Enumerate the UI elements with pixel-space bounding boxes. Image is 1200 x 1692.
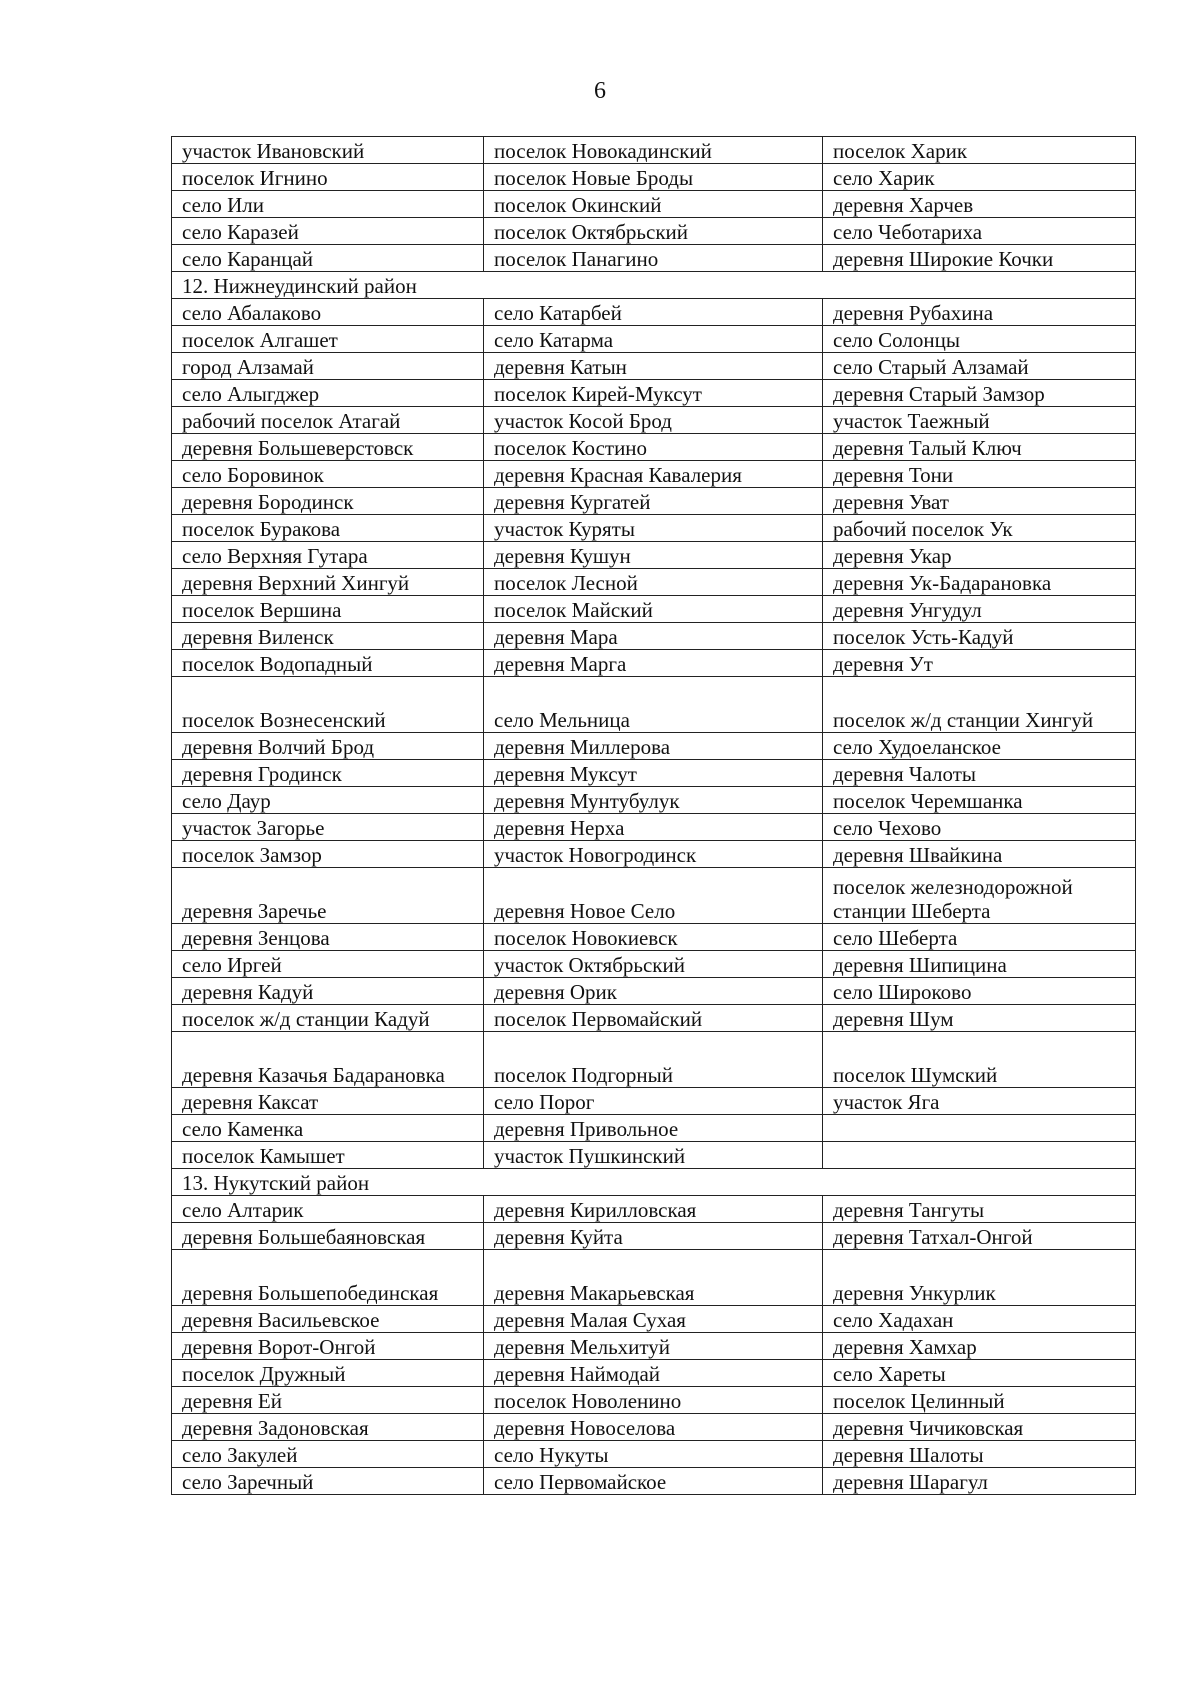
table-row bbox=[172, 407, 1136, 434]
settlement-cell: деревня Миллерова bbox=[484, 733, 823, 760]
table-row bbox=[172, 434, 1136, 461]
settlement-cell: поселок Водопадный bbox=[172, 650, 484, 677]
settlement-cell: село Шеберта bbox=[823, 924, 1136, 951]
settlement-cell bbox=[823, 1142, 1136, 1169]
settlement-cell: деревня Мара bbox=[484, 623, 823, 650]
table-row bbox=[172, 380, 1136, 407]
settlement-cell: село Алыгджер bbox=[172, 380, 484, 407]
settlements-table-body bbox=[172, 137, 1136, 1495]
settlement-cell: село Чехово bbox=[823, 814, 1136, 841]
settlement-cell: село Мельница bbox=[484, 677, 823, 733]
district-header-row bbox=[172, 1169, 1136, 1196]
district-title: 12. Нижнеудинский район bbox=[172, 272, 1136, 299]
settlement-cell: деревня Чичиковская bbox=[823, 1414, 1136, 1441]
settlement-cell: деревня Ункурлик bbox=[823, 1250, 1136, 1306]
settlement-cell: участок Куряты bbox=[484, 515, 823, 542]
settlement-cell: деревня Наймодай bbox=[484, 1360, 823, 1387]
settlement-cell: село Широково bbox=[823, 978, 1136, 1005]
settlement-cell: село Иргей bbox=[172, 951, 484, 978]
settlement-cell: поселок Октябрьский bbox=[484, 218, 823, 245]
table-row bbox=[172, 596, 1136, 623]
settlement-cell: поселок Усть-Кадуй bbox=[823, 623, 1136, 650]
settlement-cell: деревня Каксат bbox=[172, 1088, 484, 1115]
district-header-row bbox=[172, 272, 1136, 299]
table-row bbox=[172, 1441, 1136, 1468]
settlement-cell: деревня Татхал-Онгой bbox=[823, 1223, 1136, 1250]
settlement-cell: участок Косой Брод bbox=[484, 407, 823, 434]
settlement-cell: село Каменка bbox=[172, 1115, 484, 1142]
settlement-cell: деревня Большеверстовск bbox=[172, 434, 484, 461]
table-row bbox=[172, 1306, 1136, 1333]
settlement-cell: село Хадахан bbox=[823, 1306, 1136, 1333]
settlement-cell: деревня Ук-Бадарановка bbox=[823, 569, 1136, 596]
settlement-cell: поселок Новокиевск bbox=[484, 924, 823, 951]
settlement-cell: деревня Кадуй bbox=[172, 978, 484, 1005]
settlement-cell: село Закулей bbox=[172, 1441, 484, 1468]
settlement-cell: деревня Кирилловская bbox=[484, 1196, 823, 1223]
settlement-cell: поселок ж/д станции Кадуй bbox=[172, 1005, 484, 1032]
table-row bbox=[172, 1032, 1136, 1088]
settlement-cell: поселок Вершина bbox=[172, 596, 484, 623]
table-row bbox=[172, 326, 1136, 353]
settlement-cell: деревня Муксут bbox=[484, 760, 823, 787]
settlement-cell: деревня Большепобединская bbox=[172, 1250, 484, 1306]
table-row bbox=[172, 1223, 1136, 1250]
settlement-cell: деревня Хамхар bbox=[823, 1333, 1136, 1360]
settlement-cell: село Алтарик bbox=[172, 1196, 484, 1223]
settlement-cell: поселок Новые Броды bbox=[484, 164, 823, 191]
settlement-cell: село Харик bbox=[823, 164, 1136, 191]
settlement-cell: поселок Кирей-Муксут bbox=[484, 380, 823, 407]
settlement-cell: деревня Бородинск bbox=[172, 488, 484, 515]
settlement-cell: деревня Верхний Хингуй bbox=[172, 569, 484, 596]
settlement-cell: поселок железнодорожной станции Шеберта bbox=[823, 868, 1136, 924]
settlement-cell: село Нукуты bbox=[484, 1441, 823, 1468]
settlement-cell: деревня Васильевское bbox=[172, 1306, 484, 1333]
table-row bbox=[172, 353, 1136, 380]
table-row bbox=[172, 461, 1136, 488]
settlement-cell: деревня Мунтубулук bbox=[484, 787, 823, 814]
table-row bbox=[172, 650, 1136, 677]
settlement-cell: поселок Шумский bbox=[823, 1032, 1136, 1088]
settlement-cell: поселок Буракова bbox=[172, 515, 484, 542]
settlement-cell: поселок Майский bbox=[484, 596, 823, 623]
settlement-cell: поселок Харик bbox=[823, 137, 1136, 164]
settlement-cell: поселок Черемшанка bbox=[823, 787, 1136, 814]
settlement-cell: село Хареты bbox=[823, 1360, 1136, 1387]
table-row bbox=[172, 299, 1136, 326]
table-row bbox=[172, 542, 1136, 569]
settlement-cell: деревня Тони bbox=[823, 461, 1136, 488]
settlement-cell: поселок Подгорный bbox=[484, 1032, 823, 1088]
table-row bbox=[172, 137, 1136, 164]
settlement-cell: село Катарбей bbox=[484, 299, 823, 326]
settlement-cell: поселок Панагино bbox=[484, 245, 823, 272]
table-row bbox=[172, 1196, 1136, 1223]
table-row bbox=[172, 245, 1136, 272]
settlement-cell: участок Ивановский bbox=[172, 137, 484, 164]
table-row bbox=[172, 1250, 1136, 1306]
settlement-cell: поселок Костино bbox=[484, 434, 823, 461]
settlement-cell: деревня Широкие Кочки bbox=[823, 245, 1136, 272]
settlement-cell: деревня Шипицина bbox=[823, 951, 1136, 978]
settlement-cell: деревня Заречье bbox=[172, 868, 484, 924]
settlement-cell: деревня Кушун bbox=[484, 542, 823, 569]
table-row bbox=[172, 1142, 1136, 1169]
table-row bbox=[172, 1360, 1136, 1387]
settlement-cell: деревня Куйта bbox=[484, 1223, 823, 1250]
settlement-cell: село Даур bbox=[172, 787, 484, 814]
settlement-cell: деревня Тангуты bbox=[823, 1196, 1136, 1223]
settlement-cell: деревня Чалоты bbox=[823, 760, 1136, 787]
settlement-cell: деревня Зенцова bbox=[172, 924, 484, 951]
table-row bbox=[172, 760, 1136, 787]
settlement-cell: деревня Харчев bbox=[823, 191, 1136, 218]
settlement-cell: село Катарма bbox=[484, 326, 823, 353]
table-row bbox=[172, 733, 1136, 760]
settlement-cell: село Заречный bbox=[172, 1468, 484, 1495]
settlement-cell: деревня Шалоты bbox=[823, 1441, 1136, 1468]
settlement-cell: деревня Новоселова bbox=[484, 1414, 823, 1441]
settlement-cell: рабочий поселок Ук bbox=[823, 515, 1136, 542]
settlement-cell: поселок Алгашет bbox=[172, 326, 484, 353]
settlement-cell: поселок Новоленино bbox=[484, 1387, 823, 1414]
table-row bbox=[172, 677, 1136, 733]
settlement-cell bbox=[823, 1115, 1136, 1142]
settlement-cell: деревня Швайкина bbox=[823, 841, 1136, 868]
settlement-cell: поселок Вознесенский bbox=[172, 677, 484, 733]
settlement-cell: деревня Большебаяновская bbox=[172, 1223, 484, 1250]
table-row bbox=[172, 569, 1136, 596]
settlement-cell: деревня Марга bbox=[484, 650, 823, 677]
settlement-cell: село Солонцы bbox=[823, 326, 1136, 353]
settlement-cell: деревня Орик bbox=[484, 978, 823, 1005]
settlement-cell: деревня Гродинск bbox=[172, 760, 484, 787]
table-row bbox=[172, 814, 1136, 841]
settlement-cell: деревня Нерха bbox=[484, 814, 823, 841]
table-row bbox=[172, 488, 1136, 515]
settlement-cell: деревня Уват bbox=[823, 488, 1136, 515]
settlement-cell: рабочий поселок Атагай bbox=[172, 407, 484, 434]
settlement-cell: город Алзамай bbox=[172, 353, 484, 380]
settlement-cell: село Худоеланское bbox=[823, 733, 1136, 760]
settlement-cell: участок Октябрьский bbox=[484, 951, 823, 978]
settlements-table bbox=[171, 136, 1136, 1495]
table-row bbox=[172, 1115, 1136, 1142]
settlement-cell: деревня Шарагул bbox=[823, 1468, 1136, 1495]
table-row bbox=[172, 218, 1136, 245]
settlement-cell: участок Новогродинск bbox=[484, 841, 823, 868]
settlement-cell: деревня Ей bbox=[172, 1387, 484, 1414]
settlement-cell: поселок Первомайский bbox=[484, 1005, 823, 1032]
table-row bbox=[172, 924, 1136, 951]
settlement-cell: деревня Макарьевская bbox=[484, 1250, 823, 1306]
settlement-cell: поселок Замзор bbox=[172, 841, 484, 868]
settlement-cell: поселок Лесной bbox=[484, 569, 823, 596]
settlement-cell: деревня Задоновская bbox=[172, 1414, 484, 1441]
table-row bbox=[172, 841, 1136, 868]
table-row bbox=[172, 1333, 1136, 1360]
table-row bbox=[172, 978, 1136, 1005]
settlement-cell: деревня Красная Кавалерия bbox=[484, 461, 823, 488]
settlement-cell: поселок Игнино bbox=[172, 164, 484, 191]
district-title: 13. Нукутский район bbox=[172, 1169, 1136, 1196]
settlement-cell: участок Загорье bbox=[172, 814, 484, 841]
settlement-cell: деревня Виленск bbox=[172, 623, 484, 650]
settlement-cell: деревня Катын bbox=[484, 353, 823, 380]
table-row bbox=[172, 1414, 1136, 1441]
table-row bbox=[172, 787, 1136, 814]
settlement-cell: деревня Укар bbox=[823, 542, 1136, 569]
table-row bbox=[172, 1468, 1136, 1495]
table-row bbox=[172, 1387, 1136, 1414]
settlement-cell: поселок Камышет bbox=[172, 1142, 484, 1169]
settlement-cell: поселок Окинский bbox=[484, 191, 823, 218]
settlement-cell: село Каранцай bbox=[172, 245, 484, 272]
settlement-cell: участок Таежный bbox=[823, 407, 1136, 434]
table-row bbox=[172, 191, 1136, 218]
settlement-cell: деревня Унгудул bbox=[823, 596, 1136, 623]
settlement-cell: участок Пушкинский bbox=[484, 1142, 823, 1169]
settlement-cell: село Или bbox=[172, 191, 484, 218]
settlement-cell: село Боровинок bbox=[172, 461, 484, 488]
table-row bbox=[172, 951, 1136, 978]
settlement-cell: участок Яга bbox=[823, 1088, 1136, 1115]
settlement-cell: село Каразей bbox=[172, 218, 484, 245]
settlement-cell: деревня Кургатей bbox=[484, 488, 823, 515]
settlement-cell: деревня Шум bbox=[823, 1005, 1136, 1032]
table-row bbox=[172, 1005, 1136, 1032]
settlement-cell: село Абалаково bbox=[172, 299, 484, 326]
settlement-cell: деревня Казачья Бадарановка bbox=[172, 1032, 484, 1088]
table-row bbox=[172, 623, 1136, 650]
settlement-cell: село Старый Алзамай bbox=[823, 353, 1136, 380]
table-row bbox=[172, 1088, 1136, 1115]
settlement-cell: деревня Малая Сухая bbox=[484, 1306, 823, 1333]
settlement-cell: деревня Мельхитуй bbox=[484, 1333, 823, 1360]
settlement-cell: село Первомайское bbox=[484, 1468, 823, 1495]
settlement-cell: деревня Волчий Брод bbox=[172, 733, 484, 760]
settlement-cell: поселок Целинный bbox=[823, 1387, 1136, 1414]
settlement-cell: деревня Привольное bbox=[484, 1115, 823, 1142]
settlement-cell: деревня Ворот-Онгой bbox=[172, 1333, 484, 1360]
settlement-cell: деревня Старый Замзор bbox=[823, 380, 1136, 407]
settlement-cell: деревня Рубахина bbox=[823, 299, 1136, 326]
settlement-cell: село Чеботариха bbox=[823, 218, 1136, 245]
settlement-cell: деревня Талый Ключ bbox=[823, 434, 1136, 461]
settlement-cell: деревня Ут bbox=[823, 650, 1136, 677]
table-row bbox=[172, 868, 1136, 924]
settlement-cell: поселок ж/д станции Хингуй bbox=[823, 677, 1136, 733]
page-number: 6 bbox=[594, 78, 606, 104]
table-row bbox=[172, 164, 1136, 191]
table-row bbox=[172, 515, 1136, 542]
settlement-cell: деревня Новое Село bbox=[484, 868, 823, 924]
settlement-cell: село Порог bbox=[484, 1088, 823, 1115]
settlement-cell: поселок Дружный bbox=[172, 1360, 484, 1387]
settlement-cell: поселок Новокадинский bbox=[484, 137, 823, 164]
settlement-cell: село Верхняя Гутара bbox=[172, 542, 484, 569]
